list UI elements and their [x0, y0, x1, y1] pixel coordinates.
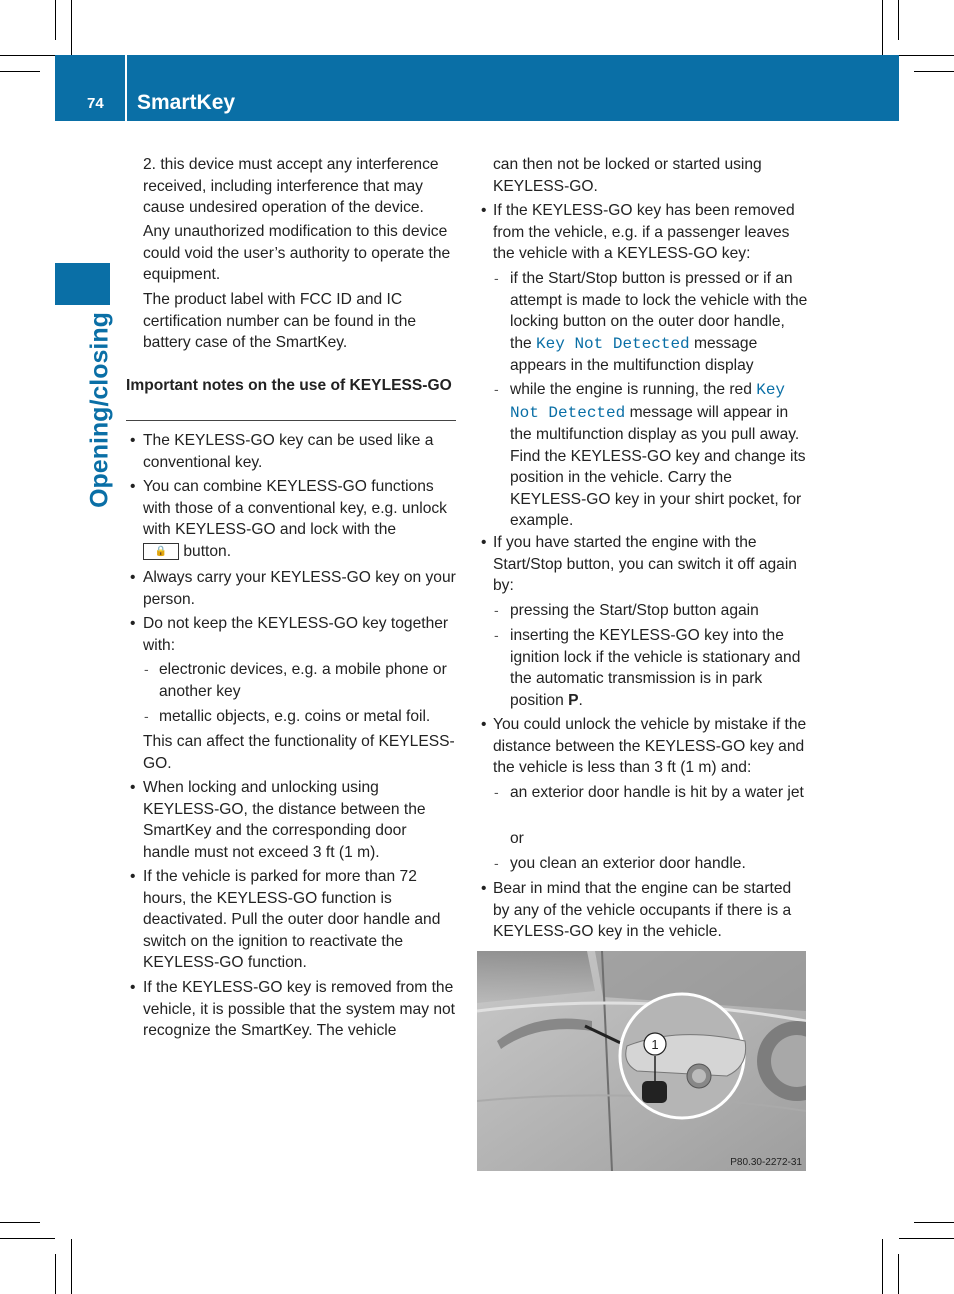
left-paragraph-3: The product label with FCC ID and IC certification number can be found in the battery case of the SmartKey.: [143, 291, 417, 351]
right-bullet-3: You could unlock the vehicle by mistake if the distance between the KEYLESS-GO key and the vehicle is less than 3 ft (1 m) and:: [493, 716, 807, 776]
left-bullet-2-text: You can combine KEYLESS-GO functions with those of a conventional key, e.g. unlock with KEYLESS-GO and lock with the: [143, 478, 447, 538]
left-bullet-6: If the vehicle is parked for more than 72 hours, the KEYLESS-GO function is deactivated. Pull the outer door handle and switch on the ignition to reactivate the KEYLESS-GO function.: [143, 868, 441, 971]
right-dash-5: an exterior door handle is hit by a water jet: [510, 784, 804, 801]
car-door-illustration: [477, 951, 806, 1171]
crop-mark: [882, 1239, 883, 1294]
crop-mark: [0, 1238, 55, 1239]
crop-mark: [899, 1238, 954, 1239]
left-bullet-3: Always carry your KEYLESS-GO key on your person.: [143, 569, 456, 608]
crop-mark: [898, 0, 899, 40]
chapter-tab: [55, 263, 110, 305]
bullet-icon: •: [130, 868, 136, 885]
right-dash-4: inserting the KEYLESS-GO key into the ignition lock if the vehicle is stationary and the automatic transmission is in park position P.: [510, 627, 801, 709]
crop-mark: [898, 1254, 899, 1294]
heading-rule: [126, 420, 456, 421]
crop-mark: [0, 55, 55, 56]
right-dash-4-text: inserting the KEYLESS-GO key into the ignition lock if the vehicle is stationary and the automatic transmission is in park position: [510, 627, 801, 709]
left-paragraph-1: 2. this device must accept any interference received, including interference that may cause undesired operation of the device.: [143, 156, 439, 216]
left-paragraph-2: Any unauthorized modification to this device could void the user’s authority to operate the equipment.: [143, 223, 451, 283]
or-text: or: [510, 830, 524, 847]
crop-mark: [899, 55, 954, 56]
lock-button-icon: 🔒: [143, 543, 179, 560]
dash-icon: -: [494, 270, 499, 286]
crop-mark: [0, 71, 40, 72]
bullet-icon: •: [481, 202, 487, 219]
crop-mark: [71, 1239, 72, 1294]
right-dash-2-end: message will appear in the multifunction display as you pull away. Find the KEYLESS-GO key and change its position in the vehicle. Carry the KEYLESS-GO key in your shirt pocket, for example.: [510, 403, 806, 529]
left-dash-2: metallic objects, e.g. coins or metal foil.: [159, 708, 431, 725]
bullet-icon: •: [130, 615, 136, 632]
page-number: 74: [87, 95, 104, 112]
bullet-icon: •: [481, 534, 487, 551]
dash-icon: -: [144, 708, 149, 724]
dash-icon: -: [144, 661, 149, 677]
dash-icon: -: [494, 855, 499, 871]
subheading: Important notes on the use of KEYLESS-GO: [126, 377, 452, 394]
key-not-detected-message: Key Not Detected: [536, 334, 690, 353]
crop-mark: [55, 0, 56, 40]
left-bullet-2-end: button.: [183, 542, 232, 560]
left-bullet-5: When locking and unlocking using KEYLESS-GO, the distance between the SmartKey and the corresponding door handle must not exceed 3 ft (1 m).: [143, 779, 426, 861]
callout-number: 1: [651, 1037, 659, 1052]
bullet-icon: •: [130, 432, 136, 449]
figure-code: P80.30-2272-31: [730, 1157, 802, 1168]
header-divider: [125, 55, 127, 121]
right-dash-2-text: while the engine is running, the red: [510, 381, 752, 398]
left-bullet-1: The KEYLESS-GO key can be used like a conventional key.: [143, 432, 434, 471]
page-header: [55, 55, 899, 121]
dash-icon: -: [494, 784, 499, 800]
door-handle-figure: [477, 951, 806, 1171]
park-position: P: [568, 691, 579, 709]
crop-mark: [882, 0, 883, 55]
crop-mark: [55, 1254, 56, 1294]
left-paragraph-4: This can affect the functionality of KEYLESS-GO.: [143, 733, 455, 772]
right-bullet-1: If the KEYLESS-GO key has been removed from the vehicle, e.g. if a passenger leaves the vehicle with a KEYLESS-GO key:: [493, 202, 795, 262]
chapter-title: Opening/closing: [85, 312, 114, 508]
bullet-icon: •: [481, 880, 487, 897]
crop-mark: [0, 1222, 40, 1223]
bullet-icon: •: [130, 779, 136, 796]
right-dash-3: pressing the Start/Stop button again: [510, 602, 759, 619]
crop-mark: [914, 1222, 954, 1223]
left-bullet-2: [143, 476, 461, 562]
left-bullet-4: Do not keep the KEYLESS-GO key together with:: [143, 615, 449, 654]
crop-mark: [914, 71, 954, 72]
right-dash-1: [510, 268, 810, 377]
dash-icon: -: [494, 602, 499, 618]
dash-icon: -: [494, 381, 499, 397]
right-dash-1-end: message appears in the multifunction display: [510, 334, 758, 374]
right-bullet-4: Bear in mind that the engine can be started by any of the vehicle occupants if there is a KEYLESS-GO key in the vehicle.: [493, 880, 792, 940]
right-dash-1-text: if the Start/Stop button is pressed or if an attempt is made to lock the vehicle with the locking button on the outer door handle, the: [510, 270, 808, 352]
section-title: SmartKey: [137, 91, 236, 114]
right-dash-2: [510, 379, 810, 532]
bullet-icon: •: [481, 716, 487, 733]
left-dash-1: electronic devices, e.g. a mobile phone or another key: [159, 661, 447, 700]
crop-mark: [71, 0, 72, 55]
bullet-icon: •: [130, 979, 136, 996]
dash-icon: -: [494, 627, 499, 643]
bullet-icon: •: [130, 569, 136, 586]
left-bullet-7: If the KEYLESS-GO key is removed from the vehicle, it is possible that the system may not recognize the SmartKey. The vehicle: [143, 979, 456, 1039]
bullet-icon: •: [130, 478, 136, 495]
right-dash-6: you clean an exterior door handle.: [510, 855, 746, 872]
right-paragraph-1: can then not be locked or started using KEYLESS-GO.: [493, 156, 762, 195]
right-bullet-2: If you have started the engine with the Start/Stop button, you can switch it off again by:: [493, 534, 797, 594]
key-not-detected-message: Key Not Detected: [510, 381, 786, 422]
